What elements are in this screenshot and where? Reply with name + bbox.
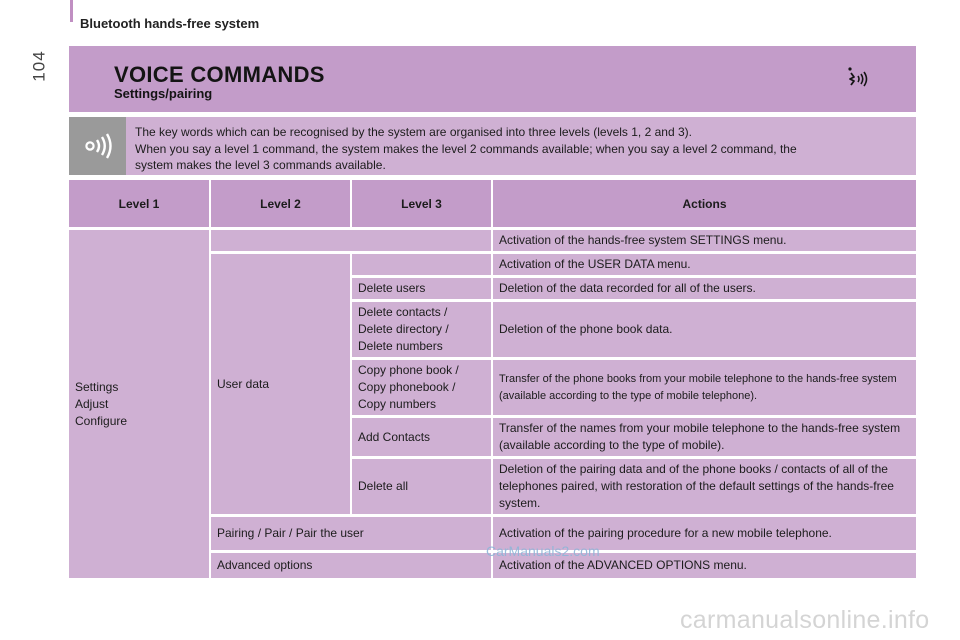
level3-cell (351, 277, 492, 301)
level3-cell (351, 359, 492, 417)
table-row (69, 229, 916, 253)
level2-advanced: Advanced options (210, 552, 492, 580)
level3-command: Copy phonebook / (358, 380, 456, 394)
level2-pairing: Pairing / Pair / Pair the user (210, 516, 492, 552)
action-cell: Activation of the hands-free system SETTINGS menu. (492, 229, 916, 253)
level2-user-data: User data (210, 253, 351, 516)
level3-command: Delete users (358, 281, 426, 295)
action-cell: Deletion of the data recorded for all of the users. (492, 277, 916, 301)
page-subtitle: Settings/pairing (114, 86, 213, 101)
level3-cell (351, 458, 492, 516)
level2-empty-cell (210, 229, 492, 253)
level3-empty-cell (351, 253, 492, 277)
level3-command: Copy phone book / (358, 363, 459, 377)
voice-command-icon (845, 66, 871, 92)
header-level-1: Level 1 (69, 180, 210, 229)
voice-commands-table (69, 180, 916, 581)
section-marker-bar (70, 0, 73, 22)
action-cell: Activation of the ADVANCED OPTIONS menu. (492, 552, 916, 580)
watermark-large: carmanualsonline.info (680, 606, 930, 634)
level1-command: Configure (75, 413, 128, 428)
action-cell: Activation of the USER DATA menu. (492, 253, 916, 277)
section-title: Bluetooth hands-free system (80, 16, 260, 31)
level3-cell (351, 417, 492, 458)
action-cell: Activation of the pairing procedure for a new mobile telephone. (492, 516, 916, 552)
page-title: VOICE COMMANDS (114, 62, 325, 87)
level3-command: Delete numbers (358, 339, 443, 353)
header-band (69, 46, 916, 112)
level1-command: Adjust (75, 396, 109, 411)
level1-command: Settings (75, 379, 119, 394)
intro-line: The key words which can be recognised by the system are organised into three levels (levels 1, 2 and 3). (135, 125, 692, 139)
page-number: 104 (29, 50, 49, 82)
level3-command: Delete contacts / (358, 305, 448, 319)
intro-row (69, 117, 916, 175)
speaker-sound-icon (81, 131, 115, 161)
action-cell: Deletion of the pairing data and of the phone books / contacts of all of the telephones paired, with restoration of the default settings of the hands-free system. (492, 458, 916, 516)
table-header-row (69, 180, 916, 229)
watermark-small: CarManuals2.com (486, 543, 600, 559)
intro-line: When you say a level 1 command, the system makes the level 2 commands available; when you say a level 2 command, the (135, 141, 797, 156)
header-level-3: Level 3 (351, 180, 492, 229)
intro-icon-box (69, 117, 126, 175)
action-cell: Deletion of the phone book data. (492, 301, 916, 359)
intro-line: system makes the level 3 commands available. (135, 158, 386, 172)
header-level-2: Level 2 (210, 180, 351, 229)
level3-command: Delete directory / (358, 322, 449, 336)
level1-cell (69, 229, 210, 580)
level3-command: Copy numbers (358, 397, 437, 411)
action-cell: Transfer of the names from your mobile telephone to the hands-free system (available according to the type of mobile). (492, 417, 916, 458)
header-actions: Actions (492, 180, 916, 229)
intro-text (135, 124, 905, 174)
level3-command: Add Contacts (358, 429, 431, 444)
action-cell: Transfer of the phone books from your mobile telephone to the hands-free system (available according to the type of mobile telephone). (492, 359, 916, 417)
level3-command: Delete all (358, 479, 409, 493)
level3-cell (351, 301, 492, 359)
